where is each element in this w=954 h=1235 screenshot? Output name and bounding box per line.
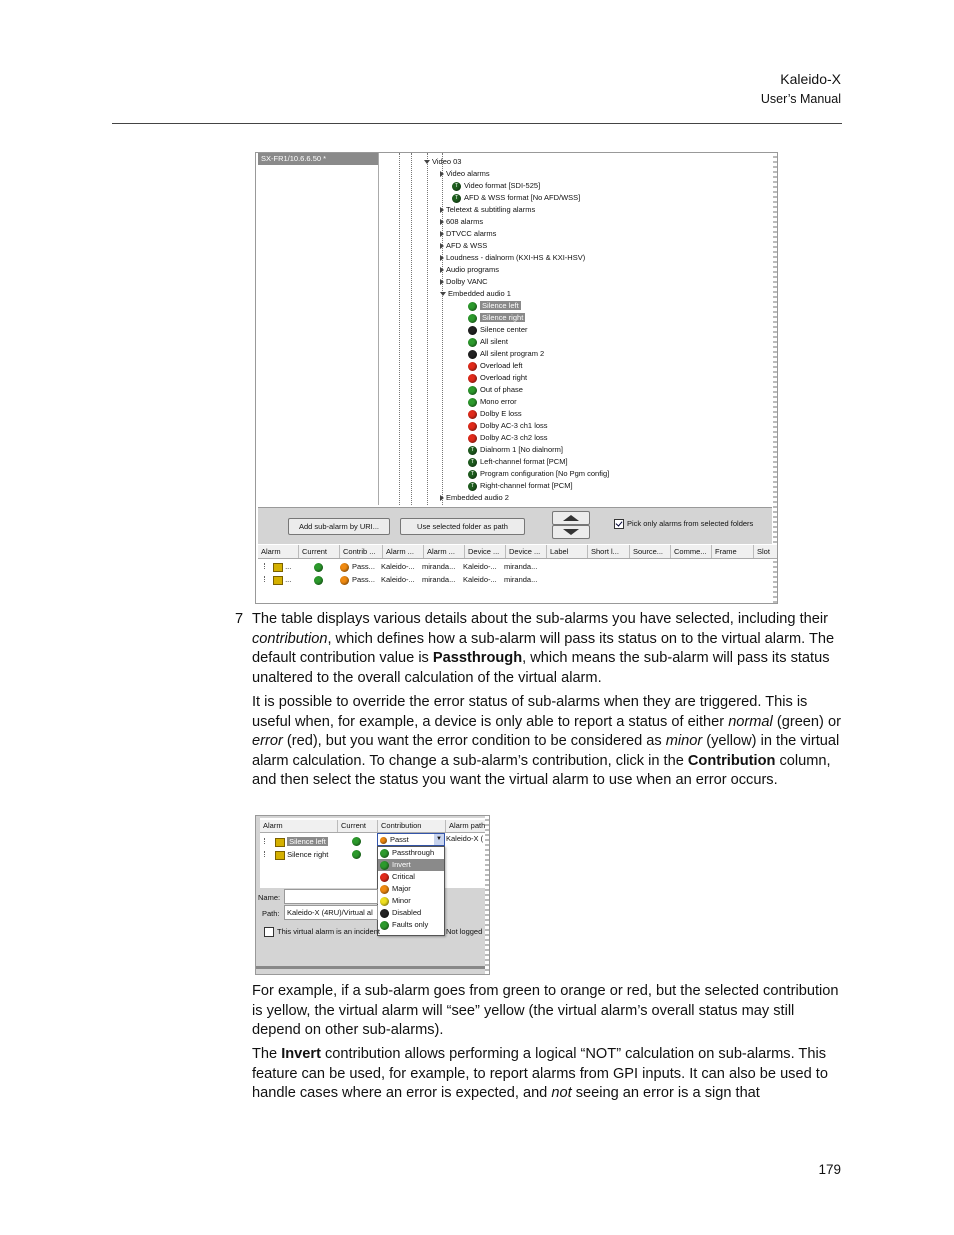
status-color-icon: [380, 861, 389, 870]
table-cell: miranda...: [504, 575, 538, 584]
column-header[interactable]: Alarm ...: [424, 545, 465, 558]
header-rule: [112, 123, 842, 124]
tree-node[interactable]: [440, 240, 487, 252]
contribution-dropdown-menu[interactable]: [377, 846, 445, 936]
column-header[interactable]: Alarm: [258, 545, 299, 558]
tree-node[interactable]: [468, 360, 523, 372]
step-number: 7: [235, 611, 244, 627]
page-number: 179: [818, 1162, 841, 1177]
alarm-key-icon: [273, 563, 283, 572]
tree-node[interactable]: [468, 480, 573, 492]
tree-node-label: Left-channel format [PCM]: [480, 457, 568, 466]
tree-node-label: Video 03: [432, 157, 462, 166]
column-header[interactable]: Comme...: [671, 545, 712, 558]
status-red-icon: [468, 410, 477, 419]
tree-node-label: 608 alarms: [446, 217, 484, 226]
status-green-icon: [314, 576, 323, 585]
menu-item-critical[interactable]: Critical: [378, 871, 444, 883]
table-cell: [314, 573, 326, 586]
tree-node[interactable]: [468, 372, 527, 384]
expand-arrow-icon: [440, 207, 444, 213]
add-sub-alarm-button[interactable]: Add sub-alarm by URI...: [288, 518, 390, 535]
tree-node-label: Out of phase: [480, 385, 523, 394]
tree-node[interactable]: [468, 348, 544, 360]
tree-guide-line: [427, 153, 429, 505]
tree-guide-line: [399, 153, 401, 505]
table-cell: Kaleido-...: [381, 562, 415, 571]
column-header[interactable]: Contrib ...: [340, 545, 383, 558]
move-up-button[interactable]: [552, 511, 590, 525]
expand-arrow-icon: [440, 219, 444, 225]
status-green-icon: [352, 837, 361, 846]
tree-node-label: Program configuration [No Pgm config]: [480, 469, 610, 478]
expand-arrow-icon: [440, 267, 444, 273]
status-orange-icon: [340, 563, 349, 572]
status-color-icon: [380, 873, 389, 882]
tree-node[interactable]: [440, 264, 499, 276]
checkbox-label: Pick only alarms from selected folders: [627, 519, 754, 528]
tree-node[interactable]: [440, 168, 490, 180]
tree-node-label: Dolby AC-3 ch2 loss: [480, 433, 548, 442]
tree-node-label: Teletext & subtitling alarms: [446, 205, 536, 214]
tree-node-label: Video alarms: [446, 169, 490, 178]
checkbox-unchecked-icon: [264, 927, 274, 937]
table-row[interactable]: [258, 560, 778, 573]
tree-node-label: DTVCC alarms: [446, 229, 497, 238]
sub-alarm-toolbar: [258, 507, 772, 544]
table-row[interactable]: [260, 848, 375, 861]
text-tally-icon: T: [468, 458, 477, 467]
table-cell: Pass...: [340, 573, 375, 586]
tree-node-label: Overload left: [480, 361, 523, 370]
contribution-menu-screenshot: [255, 815, 490, 975]
name-label: Name:: [258, 893, 281, 902]
column-header[interactable]: Current: [338, 820, 378, 832]
column-header[interactable]: Device ...: [506, 545, 547, 558]
menu-item-passthrough[interactable]: Passthrough: [378, 847, 444, 859]
arrow-down-icon: [563, 529, 579, 535]
expand-arrow-icon: [440, 231, 444, 237]
tree-node[interactable]: [468, 324, 528, 336]
status-green-icon: [352, 850, 361, 859]
tree-node-label: Silence center: [480, 325, 528, 334]
column-header[interactable]: Contribution: [378, 820, 446, 832]
tree-node[interactable]: [468, 456, 568, 468]
tree-node-label: Audio programs: [446, 265, 499, 274]
expand-arrow-icon: [440, 171, 444, 177]
tree-node-label: AFD & WSS format [No AFD/WSS]: [464, 193, 581, 202]
tree-node[interactable]: [468, 384, 523, 396]
status-green-icon: [468, 398, 477, 407]
tree-node[interactable]: [440, 228, 496, 240]
tree-node[interactable]: [452, 180, 540, 192]
tree-node-label: Silence left: [482, 301, 519, 310]
tree-connector: [264, 838, 275, 844]
expand-arrow-icon: [440, 495, 444, 501]
text-tally-icon: T: [468, 446, 477, 455]
tree-node-label: Right-channel format [PCM]: [480, 481, 573, 490]
tree-node[interactable]: [468, 312, 525, 324]
column-header[interactable]: Source...: [630, 545, 671, 558]
arrow-up-icon: [563, 515, 579, 521]
tree-node-label: Dolby VANC: [446, 277, 488, 286]
status-green-icon: [468, 338, 477, 347]
table-cell: Kaleido-...: [381, 575, 415, 584]
column-header[interactable]: Label: [547, 545, 588, 558]
alarm-key-icon: [273, 576, 283, 585]
tree-node-label: Embedded audio 2: [446, 493, 509, 502]
status-red-icon: [468, 422, 477, 431]
paragraph-invert: The Invert contribution allows performing a logical “NOT” calculation on sub-alarms. This feature can be used, for example, to report alarms from GPI inputs. It can also be used to handle cases where an error is expected, and not seeing an error is a sign that: [252, 1046, 828, 1101]
paragraph-table-description: The table displays various details about the sub-alarms you have selected, including their contribution, which defines how a sub-alarm will pass its status on to the virtual alarm. The default contribution value is Passthrough, which means the sub-alarm will pass its status unaltered to the overall calculation of the virtual alarm.: [252, 611, 835, 686]
tree-node[interactable]: [440, 216, 483, 228]
tree-node-label: All silent: [480, 337, 508, 346]
tree-node[interactable]: [440, 204, 535, 216]
expand-arrow-icon: [440, 243, 444, 249]
use-selected-folder-button[interactable]: Use selected folder as path: [400, 518, 525, 535]
status-color-icon: [380, 921, 389, 930]
column-header[interactable]: Alarm path: [446, 820, 489, 832]
tree-connector: [264, 576, 273, 582]
tree-node[interactable]: [452, 192, 580, 204]
tree-node-label: Video format [SDI-525]: [464, 181, 541, 190]
status-orange-icon: [380, 837, 387, 844]
tree-node-label: Embedded audio 1: [448, 289, 511, 298]
screenshot-torn-edge: [773, 153, 777, 603]
menu-item-disabled[interactable]: Disabled: [378, 907, 444, 919]
alarm-path-preview: Kaleido-X (: [446, 834, 484, 843]
tree-guide-line: [411, 153, 413, 505]
tree-node[interactable]: [468, 336, 508, 348]
tree-node-label: Loudness - dialnorm (KXI-HS & KXI-HSV): [446, 253, 586, 262]
paragraph-override-status: It is possible to override the error status of sub-alarms when they are triggered. This is useful when, for example, a device is only able to report a status of either normal (green) or error (red), but you want the error condition to be considered as minor (yellow) in the virtual alarm calculation. To change a sub-alarm’s contribution, click in the Contribution column, and then select the status you want the virtual alarm to use when an error occurs.: [252, 694, 841, 788]
table-cell: Pass...: [340, 560, 375, 573]
column-header[interactable]: Current: [299, 545, 340, 558]
tree-node-label: Mono error: [480, 397, 517, 406]
column-header[interactable]: Alarm: [260, 820, 338, 832]
tree-node-label: Dolby E loss: [480, 409, 522, 418]
path-label: Path:: [262, 909, 280, 918]
device-tree-item[interactable]: SX-FR1/10.6.6.50 *: [258, 153, 378, 165]
tree-node[interactable]: [468, 408, 522, 420]
menu-item-minor[interactable]: Minor: [378, 895, 444, 907]
table-row[interactable]: [258, 573, 778, 586]
move-down-button[interactable]: [552, 525, 590, 539]
status-green-icon: [314, 563, 323, 572]
tree-node-label: Dolby AC-3 ch1 loss: [480, 421, 548, 430]
alarm-name: Silence left: [289, 837, 326, 846]
contribution-table-header: [260, 820, 489, 833]
status-color-icon: [380, 897, 389, 906]
pick-only-selected-folders-checkbox[interactable]: [614, 519, 753, 529]
collapse-arrow-icon: [440, 292, 446, 296]
tree-connector: [264, 563, 273, 569]
alarm-key-icon: [275, 851, 285, 860]
tree-node[interactable]: [440, 276, 488, 288]
tree-connector: [264, 851, 275, 857]
tree-node[interactable]: [468, 468, 609, 480]
status-green-icon: [468, 302, 477, 311]
tree-node[interactable]: [468, 420, 548, 432]
name-field[interactable]: [284, 889, 378, 904]
tree-node[interactable]: [468, 444, 563, 456]
menu-item-faults-only[interactable]: Faults only: [378, 919, 444, 931]
alarm-name: Silence right: [287, 850, 329, 859]
contribution-combo[interactable]: Passt ▼: [377, 833, 445, 846]
text-tally-icon: T: [468, 482, 477, 491]
table-cell: miranda...: [422, 575, 456, 584]
menu-item-invert[interactable]: Invert: [378, 859, 444, 871]
status-red-icon: [468, 434, 477, 443]
tree-node[interactable]: [424, 156, 461, 168]
column-header[interactable]: Alarm ...: [383, 545, 424, 558]
table-cell: ...: [264, 560, 291, 573]
status-red-icon: [468, 362, 477, 371]
path-field[interactable]: Kaleido-X (4RU)/Virtual al: [284, 905, 378, 920]
text-tally-icon: T: [452, 194, 461, 203]
not-logged-checkbox[interactable]: Not logged: [446, 927, 483, 936]
running-header-title: Kaleido-X: [780, 71, 841, 87]
status-red-icon: [468, 374, 477, 383]
table-cell: Kaleido-...: [463, 562, 497, 571]
checkbox-checked-icon: [614, 519, 624, 529]
tree-node-label: AFD & WSS: [446, 241, 488, 250]
tree-node-label: All silent program 2: [480, 349, 545, 358]
status-green-icon: [468, 314, 477, 323]
tree-node[interactable]: [468, 396, 517, 408]
incident-checkbox[interactable]: This virtual alarm is an incident: [264, 927, 380, 937]
status-color-icon: [380, 909, 389, 918]
tree-node[interactable]: [440, 288, 511, 300]
tree-node-label: Dialnorm 1 [No dialnorm]: [480, 445, 563, 454]
tree-node[interactable]: [468, 300, 521, 312]
status-orange-icon: [340, 576, 349, 585]
running-header-subtitle: User’s Manual: [760, 92, 841, 106]
tree-node-label: Silence right: [482, 313, 524, 322]
status-color-icon: [380, 849, 389, 858]
table-row[interactable]: [260, 835, 375, 848]
tree-node[interactable]: [440, 252, 585, 264]
device-tree-pane: [258, 153, 379, 505]
column-header[interactable]: Device ...: [465, 545, 506, 558]
table-cell: Kaleido-...: [463, 575, 497, 584]
status-green-icon: [468, 386, 477, 395]
sub-alarm-table-header: [258, 545, 778, 559]
tree-node[interactable]: [468, 432, 548, 444]
sub-alarm-selection-screenshot: [255, 152, 778, 604]
tree-node-label: Overload right: [480, 373, 528, 382]
table-cell: [314, 560, 326, 573]
screenshot-torn-edge: [485, 816, 489, 974]
chevron-down-icon[interactable]: ▼: [434, 834, 444, 845]
table-cell: miranda...: [422, 562, 456, 571]
paragraph-example: For example, if a sub-alarm goes from green to orange or red, but the selected contribution is yellow, the virtual alarm will “see” yellow (the virtual alarm’s overall status may still depend on other sub-alarms).: [252, 983, 839, 1038]
expand-arrow-icon: [440, 279, 444, 285]
alarm-key-icon: [275, 838, 285, 847]
status-black-icon: [468, 326, 477, 335]
panel-bottom-edge: [256, 966, 489, 969]
table-cell: ...: [264, 573, 291, 586]
status-color-icon: [380, 885, 389, 894]
menu-item-major[interactable]: Major: [378, 883, 444, 895]
status-black-icon: [468, 350, 477, 359]
text-tally-icon: T: [468, 470, 477, 479]
column-header[interactable]: Frame: [712, 545, 754, 558]
column-header[interactable]: Short l...: [588, 545, 630, 558]
column-header[interactable]: Slot: [754, 545, 778, 558]
tree-node[interactable]: [440, 492, 509, 504]
collapse-arrow-icon: [424, 160, 430, 164]
table-cell: miranda...: [504, 562, 538, 571]
expand-arrow-icon: [440, 255, 444, 261]
text-tally-icon: T: [452, 182, 461, 191]
